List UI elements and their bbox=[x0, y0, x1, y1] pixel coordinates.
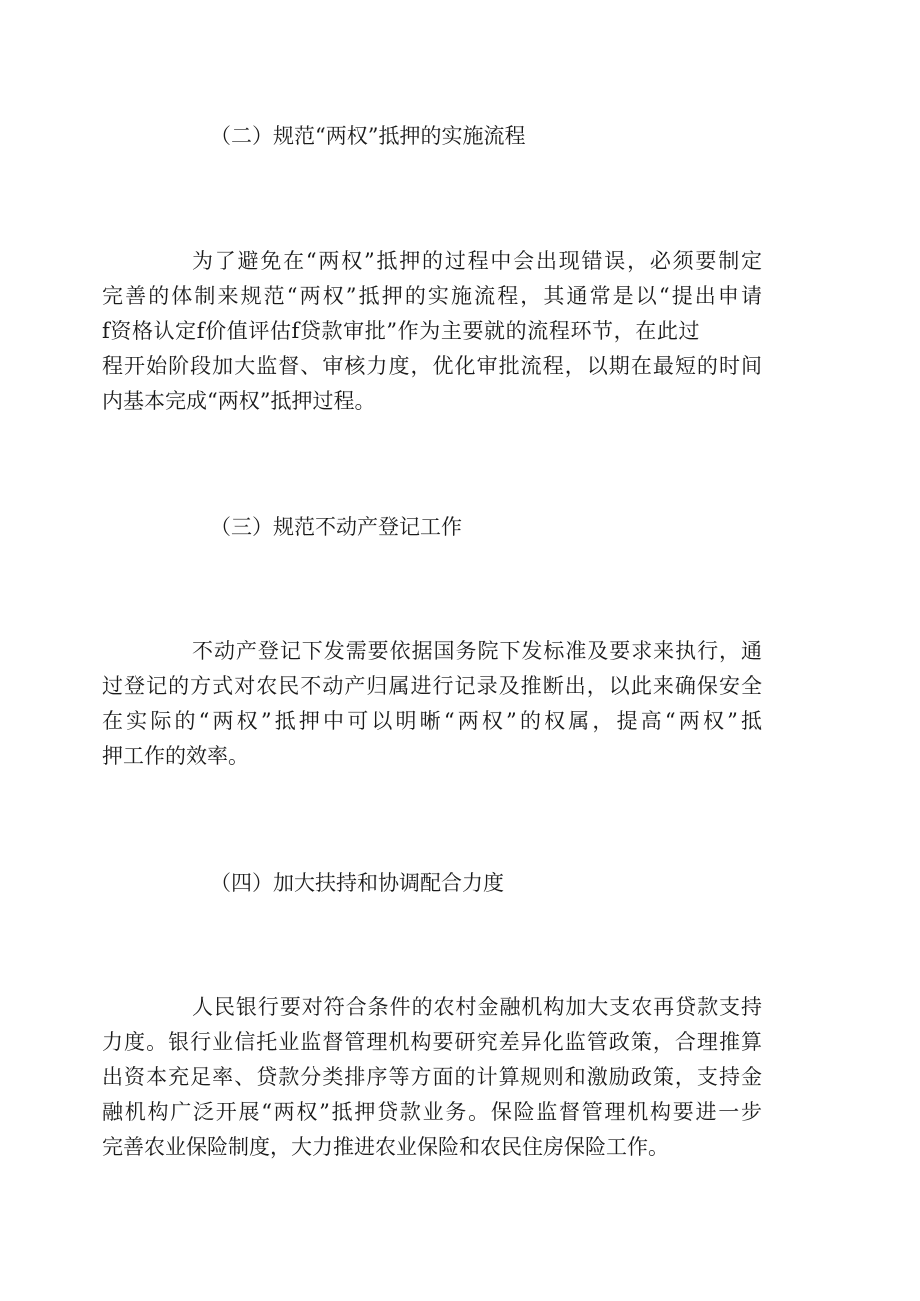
paragraph-line: 押工作的效率。 bbox=[102, 744, 249, 768]
paragraph-line: 融机构广泛开展“两权”抵押贷款业务。保险监督管理机构要进一步 bbox=[102, 1100, 762, 1124]
section-paragraph-2 bbox=[102, 244, 762, 419]
paragraph-line: 完善农业保险制度，大力推进农业保险和农民住房保险工作。 bbox=[102, 1135, 669, 1159]
paragraph-line: 不动产登记下发需要依据国务院下发标准及要求来执行，通 bbox=[192, 639, 762, 663]
paragraph-line: 力度。银行业信托业监督管理机构要研究差异化监管政策，合理推算 bbox=[102, 1030, 762, 1054]
section-heading-3: （三）规范不动产登记工作 bbox=[210, 515, 462, 539]
paragraph-line: 人民银行要对符合条件的农村金融机构加大支农再贷款支持 bbox=[192, 995, 762, 1019]
section-paragraph-4 bbox=[102, 990, 762, 1165]
section-heading-4: （四）加大扶持和协调配合力度 bbox=[210, 871, 504, 895]
paragraph-line: 为了避免在“两权”抵押的过程中会出现错误，必须要制定 bbox=[192, 249, 762, 273]
paragraph-line: 程开始阶段加大监督、审核力度，优化审批流程，以期在最短的时间 bbox=[102, 354, 762, 378]
paragraph-line: 出资本充足率、贷款分类排序等方面的计算规则和激励政策，支持金 bbox=[102, 1065, 762, 1089]
paragraph-line: 过登记的方式对农民不动产归属进行记录及推断出，以此来确保安全 bbox=[102, 674, 762, 698]
paragraph-line: f资格认定f价值评估f贷款审批”作为主要就的流程环节，在此过 bbox=[102, 319, 701, 343]
section-heading-2: （二）规范“两权”抵押的实施流程 bbox=[210, 124, 526, 148]
paragraph-line: 内基本完成“两权”抵押过程。 bbox=[102, 389, 376, 413]
paragraph-line: 在实际的“两权”抵押中可以明晰“两权”的权属，提高“两权”抵 bbox=[102, 709, 762, 733]
paragraph-line: 完善的体制来规范“两权”抵押的实施流程，其通常是以“提出申请 bbox=[102, 284, 762, 308]
section-paragraph-3 bbox=[102, 634, 762, 774]
